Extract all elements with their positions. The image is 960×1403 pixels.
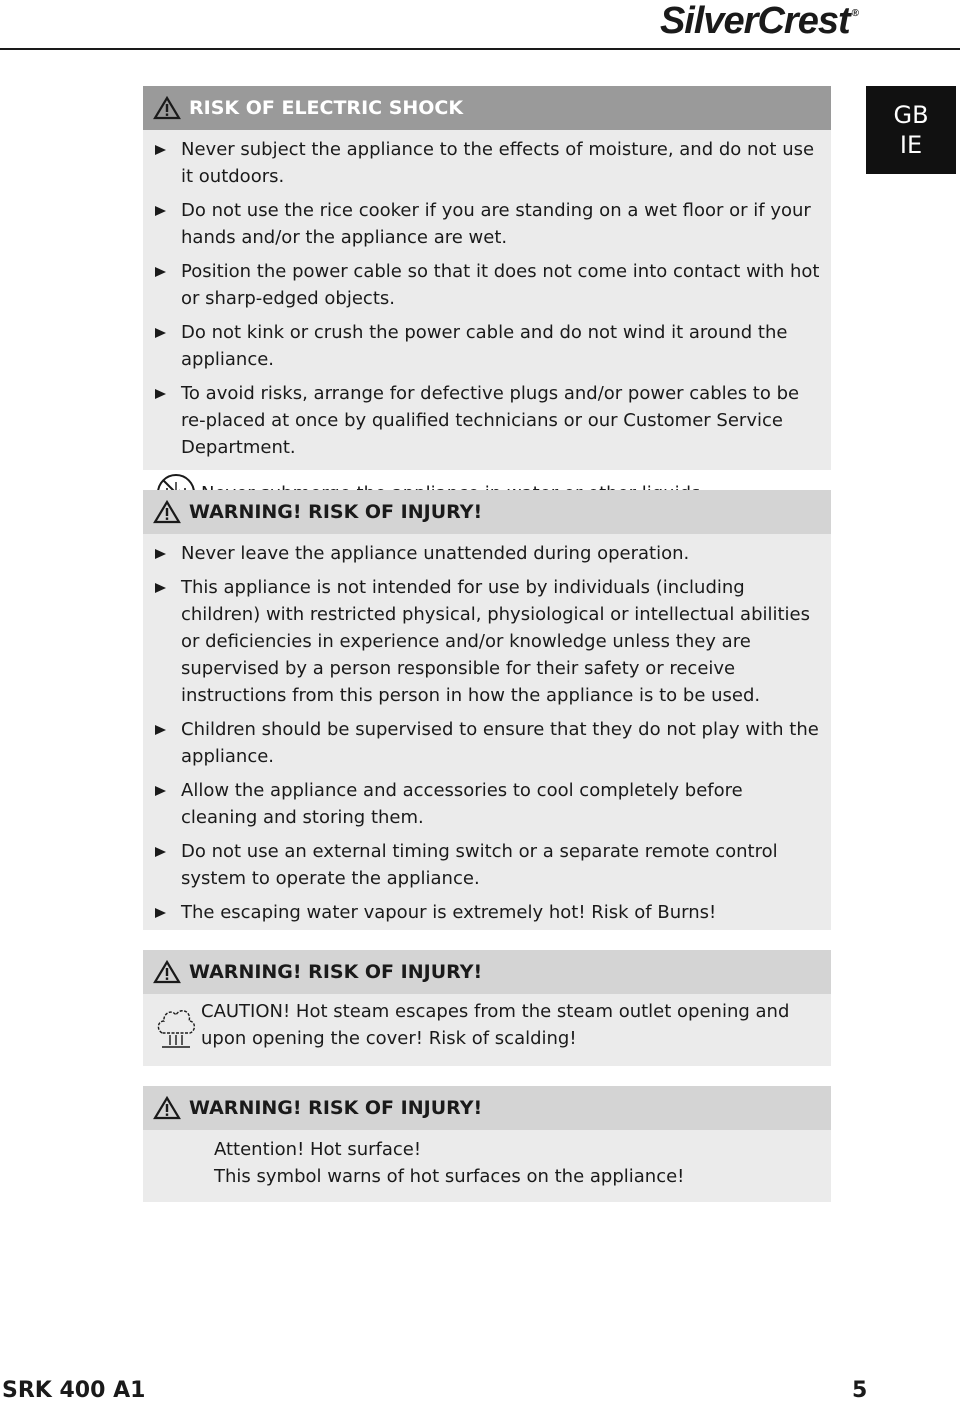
warning-triangle-icon (153, 95, 183, 121)
steam-icon (151, 1000, 201, 1050)
electric-shock-section (143, 86, 831, 470)
steam-text-line1: CAUTION! Hot steam escapes from the steam outlet opening and (201, 1001, 790, 1022)
warning-triangle-icon (153, 499, 183, 525)
brand-logo (660, 0, 858, 40)
bullet-triangle-icon (155, 145, 166, 155)
list-item: Do not use an external timing switch or a separate remote control system to operate the appliance. (143, 838, 831, 892)
injury-section-3 (143, 1086, 831, 1202)
hot-surface-line2: This symbol warns of hot surfaces on the appliance! (214, 1166, 685, 1187)
list-item: Children should be supervised to ensure that they do not play with the appliance. (143, 716, 831, 770)
bullet-triangle-icon (155, 206, 166, 216)
bullet-triangle-icon (155, 389, 166, 399)
list-item: The escaping water vapour is extremely hot! Risk of Burns! (143, 899, 831, 926)
warning-triangle-icon (153, 959, 183, 985)
bullet-triangle-icon (155, 908, 166, 918)
steam-text (201, 998, 789, 1052)
header-rule (0, 48, 960, 50)
injury-heading-1 (143, 490, 831, 534)
list-item: Position the power cable so that it does not come into contact with hot or sharp-edged objects. (143, 258, 831, 312)
list-item: Never leave the appliance unattended during operation. (143, 540, 831, 567)
warning-triangle-icon (153, 1095, 183, 1121)
injury-title-2: WARNING! RISK OF INJURY! (189, 961, 483, 983)
page-number: 5 (852, 1378, 868, 1403)
injury-title-3: WARNING! RISK OF INJURY! (189, 1097, 483, 1119)
injury-heading-2 (143, 950, 831, 994)
electric-shock-list (143, 130, 831, 461)
hot-surface-line1: Attention! Hot surface! (214, 1139, 422, 1160)
list-item: Allow the appliance and accessories to cool completely before cleaning and storing them. (143, 777, 831, 831)
list-item: Never subject the appliance to the effects of moisture, and do not use it outdoors. (143, 136, 831, 190)
bullet-triangle-icon (155, 267, 166, 277)
injury-section-1 (143, 490, 831, 930)
language-code-ie: IE (899, 131, 923, 159)
injury-heading-3 (143, 1086, 831, 1130)
bullet-triangle-icon (155, 549, 166, 559)
list-item: Do not kink or crush the power cable and do not wind it around the appliance. (143, 319, 831, 373)
language-tab (866, 86, 956, 174)
language-code-gb: GB (893, 101, 929, 129)
injury-title-1: WARNING! RISK OF INJURY! (189, 501, 483, 523)
registered-mark: ® (851, 8, 858, 19)
electric-shock-heading (143, 86, 831, 130)
hot-surface-note (143, 1130, 831, 1190)
steam-text-line2: upon opening the cover! Risk of scalding! (201, 1028, 577, 1049)
bullet-triangle-icon (155, 328, 166, 338)
model-number: SRK 400 A1 (2, 1378, 146, 1403)
list-item: To avoid risks, arrange for defective plugs and/or power cables to be re-placed at once by qualified technicians or our Customer Service Department. (143, 380, 831, 461)
injury-list-1 (143, 534, 831, 926)
steam-note (143, 994, 831, 1052)
injury-section-2 (143, 950, 831, 1066)
brand-name: SilverCrest (659, 0, 850, 42)
bullet-triangle-icon (155, 583, 166, 593)
bullet-triangle-icon (155, 725, 166, 735)
electric-shock-title: RISK OF ELECTRIC SHOCK (189, 97, 464, 119)
bullet-triangle-icon (155, 786, 166, 796)
list-item: This appliance is not intended for use by individuals (including children) with restricted physical, physiological or intellectual abilities or deficiencies in experience and/or knowledge unless they are supervised by a person responsible for their safety or receive instructions from this person in how the appliance is to be used. (143, 574, 831, 709)
bullet-triangle-icon (155, 847, 166, 857)
list-item: Do not use the rice cooker if you are standing on a wet floor or if your hands and/or the appliance are wet. (143, 197, 831, 251)
